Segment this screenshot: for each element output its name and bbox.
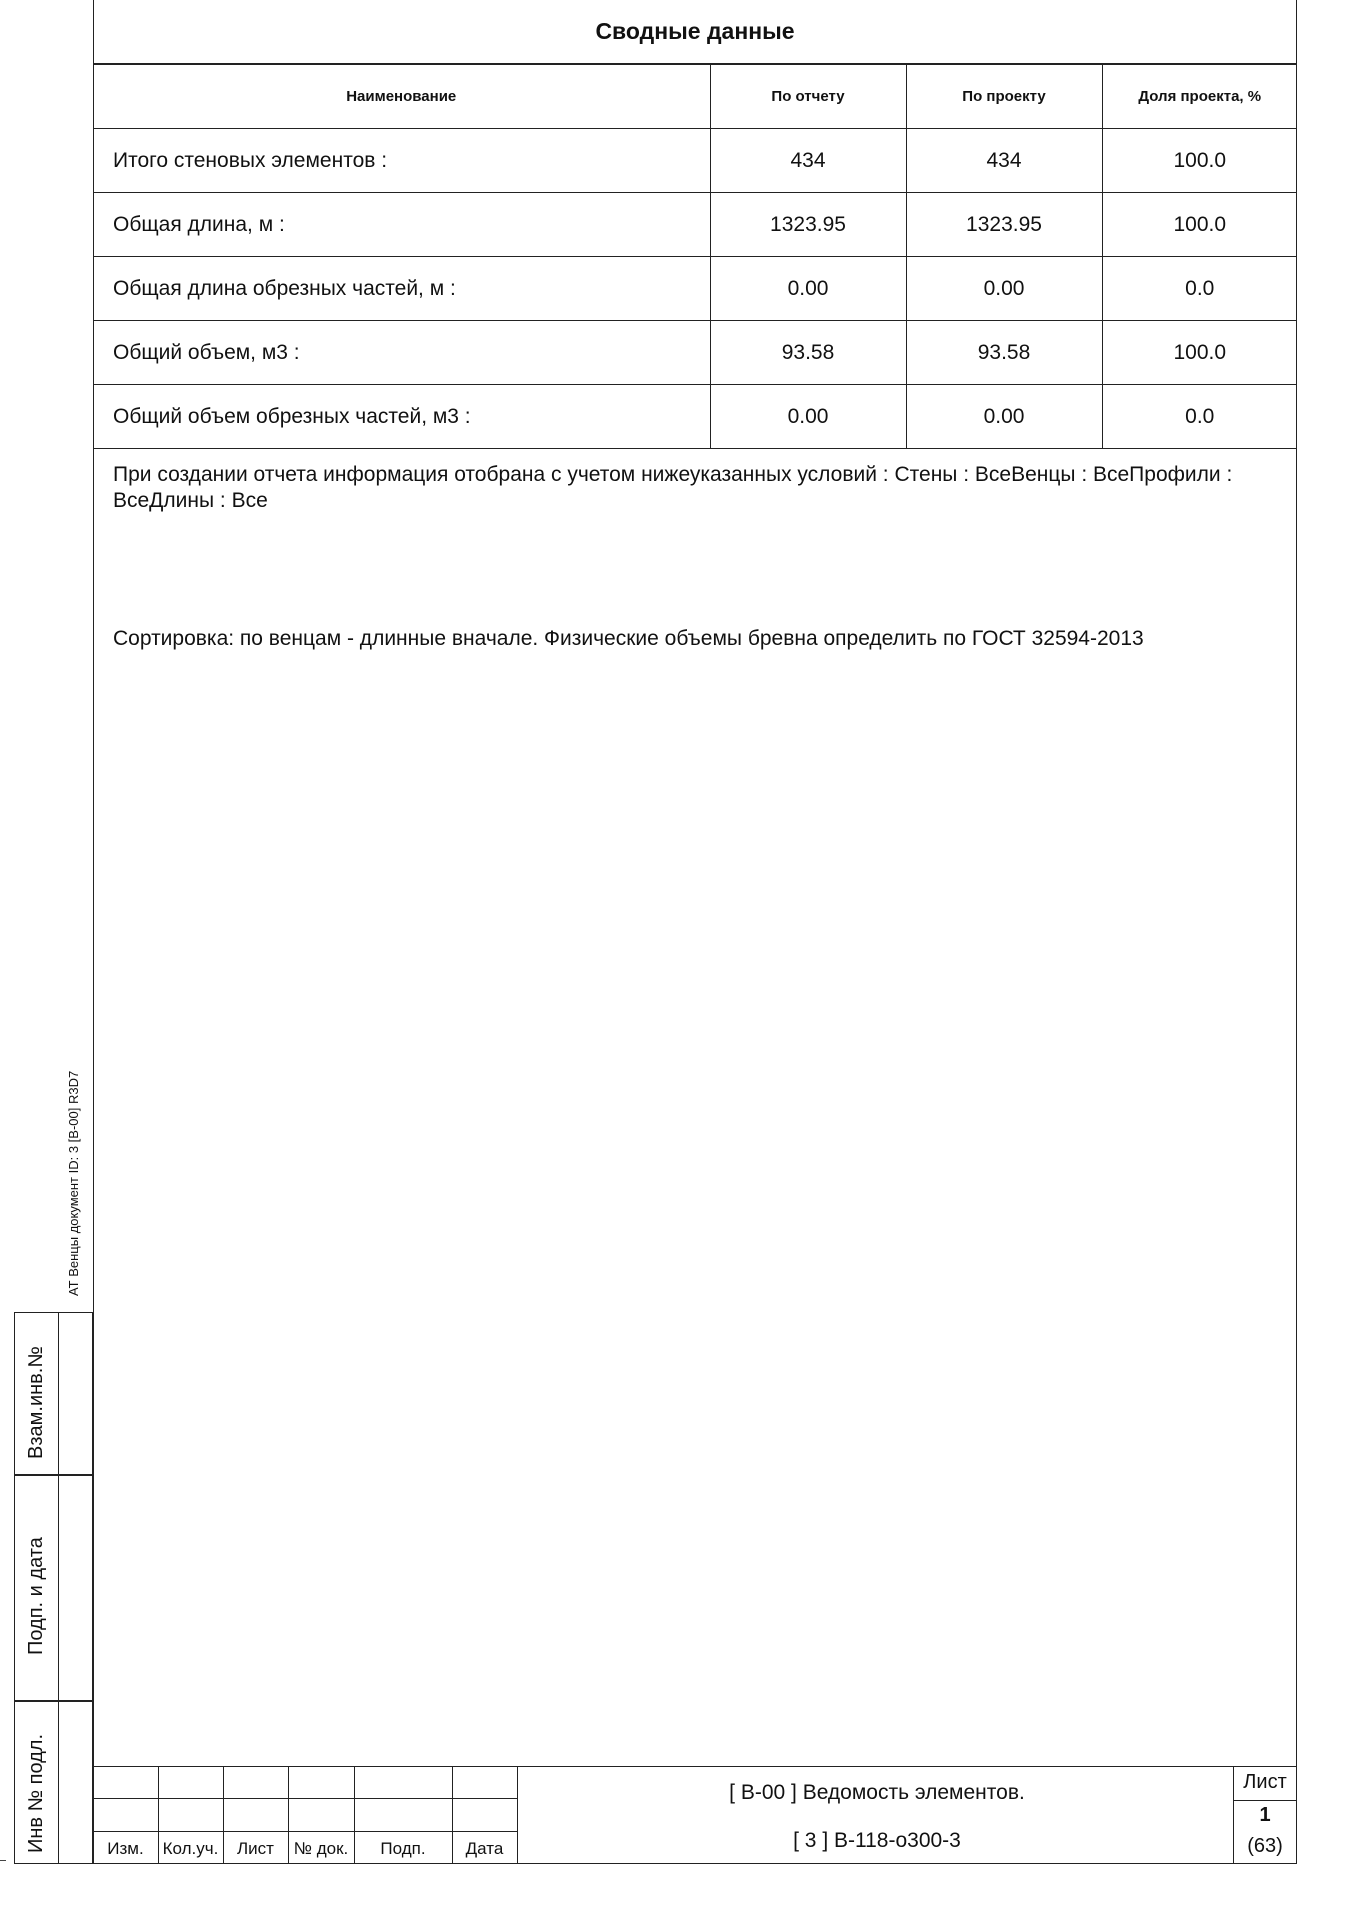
stamp-column-signature: Подп. (380, 1839, 426, 1858)
row-share-value: 0.0 (1102, 257, 1297, 321)
side-field-replacement-inventory (14, 1312, 93, 1476)
row-report-value: 1323.95 (710, 193, 906, 257)
row-project-value: 0.00 (906, 257, 1102, 321)
selection-conditions-note: При создании отчета информация отобрана с учетом нижеуказанных условий : Стены : ВсеВенцы : ВсеПрофили : ВсеДлины : Все (113, 463, 1233, 512)
row-name: Итого стеновых элементов : (93, 129, 710, 193)
side-field-label: Подп. и дата (25, 1537, 47, 1655)
stamp-column-count: Кол.уч. (162, 1839, 219, 1858)
document-code: [ 3 ] В-118-о300-3 (793, 1829, 961, 1852)
column-header-project: По проекту (906, 65, 1102, 129)
row-name: Общая длина, м : (93, 193, 710, 257)
row-report-value: 434 (710, 129, 906, 193)
table-row (93, 321, 1297, 385)
row-share-value: 100.0 (1102, 321, 1297, 385)
side-field-signature-date (14, 1474, 93, 1702)
table-row (93, 129, 1297, 193)
stamp-column-change: Изм. (107, 1839, 144, 1858)
sheet-number: 1 (1259, 1804, 1271, 1826)
document-title: [ В-00 ] Ведомость элементов. (729, 1781, 1025, 1804)
row-share-value: 100.0 (1102, 129, 1297, 193)
column-header-name: Наименование (93, 65, 710, 129)
row-report-value: 0.00 (710, 385, 906, 449)
table-row (93, 257, 1297, 321)
row-project-value: 93.58 (906, 321, 1102, 385)
side-field-label: Взам.инв.№ (25, 1346, 47, 1459)
row-name: Общий объем обрезных частей, м3 : (93, 385, 710, 449)
summary-table (93, 64, 1297, 449)
sheet-total: (63) (1247, 1835, 1283, 1857)
row-project-value: 0.00 (906, 385, 1102, 449)
table-row (93, 385, 1297, 449)
row-report-value: 93.58 (710, 321, 906, 385)
row-share-value: 0.0 (1102, 385, 1297, 449)
row-report-value: 0.00 (710, 257, 906, 321)
corner-mark (0, 1860, 6, 1861)
table-header-row (93, 65, 1297, 129)
row-name: Общий объем, м3 : (93, 321, 710, 385)
stamp-column-doc-number: № док. (293, 1839, 349, 1858)
column-header-share: Доля проекта, % (1102, 65, 1297, 129)
document-id-label: АТ Венцы документ ID: 3 [В-00] R3D7 (66, 1070, 81, 1296)
row-share-value: 100.0 (1102, 193, 1297, 257)
sheet-label: Лист (1243, 1771, 1287, 1793)
page-title: Сводные данные (93, 0, 1297, 64)
sorting-note: Сортировка: по венцам - длинные вначале. Физические объемы бревна определить по ГОСТ 32594-2013 (113, 627, 1144, 650)
stamp-column-sheet: Лист (237, 1839, 274, 1858)
title-block-stamp (93, 1766, 1297, 1864)
row-name: Общая длина обрезных частей, м : (93, 257, 710, 321)
row-project-value: 434 (906, 129, 1102, 193)
table-row (93, 193, 1297, 257)
side-field-original-inventory: Инв № подл. (14, 1700, 93, 1864)
column-header-report: По отчету (710, 65, 906, 129)
stamp-column-date: Дата (465, 1839, 504, 1858)
row-project-value: 1323.95 (906, 193, 1102, 257)
